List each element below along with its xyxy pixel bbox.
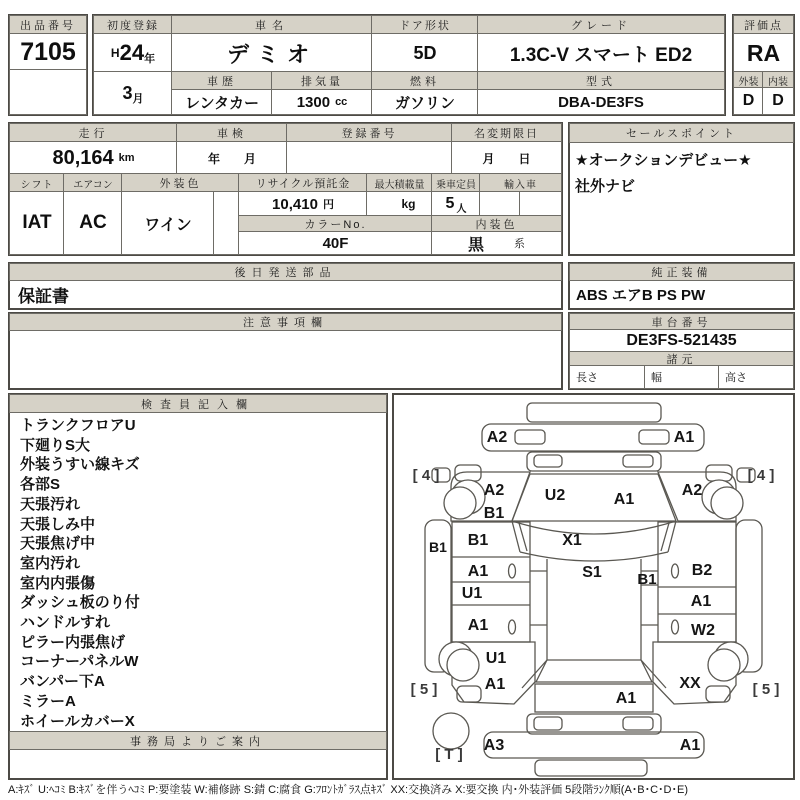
door-shape-value: 5D bbox=[372, 34, 478, 72]
shift-header: シフト bbox=[10, 174, 64, 192]
diagram-label-rear-right-wheel-grade: [ 5 ] bbox=[752, 681, 780, 698]
score-header: 評価点 bbox=[734, 16, 793, 34]
reg-no-value bbox=[287, 142, 452, 174]
rear-left-wheel-tab-shape bbox=[457, 686, 481, 702]
diagram-label-front-bumper-right: A1 bbox=[673, 429, 695, 446]
ext-color-header: 外装色 bbox=[122, 174, 239, 192]
equipment-value: ABS エアB PS PW bbox=[576, 286, 706, 304]
car-damage-diagram bbox=[394, 395, 793, 778]
inspector-note-item: 下廻りS大 bbox=[20, 436, 91, 454]
first-reg-header: 初度登録 bbox=[94, 16, 172, 34]
diagram-label-left-door-row1: B1 bbox=[467, 532, 489, 549]
sales-point-header: セールスポイント bbox=[570, 124, 793, 142]
diagram-label-left-sill: B1 bbox=[429, 539, 447, 555]
displacement-header: 排気量 bbox=[272, 72, 372, 90]
shipping-parts-header: 後日発送部品 bbox=[10, 264, 561, 280]
recycle-number: 10,410 bbox=[272, 195, 318, 213]
color-no-value: 40F bbox=[239, 232, 432, 254]
interior-score-header: 内装 bbox=[763, 72, 793, 88]
rear-right-wheel-inner bbox=[708, 649, 740, 681]
diagram-label-rear-bumper-right: A1 bbox=[679, 737, 701, 754]
right-door-handle-1 bbox=[672, 564, 679, 578]
diagram-label-front-bumper-left: A2 bbox=[486, 429, 508, 446]
ext-color-sub-cell bbox=[214, 192, 239, 254]
int-color-main: 黒 bbox=[467, 236, 484, 254]
diagram-label-front-right-wheel-grade: [ 4 ] bbox=[747, 467, 775, 484]
inspector-header: 検査員記入欄 bbox=[10, 395, 386, 412]
diagram-label-right-fender: A2 bbox=[681, 482, 703, 499]
capacity-value bbox=[432, 192, 480, 216]
model-code-value: DBA-DE3FS bbox=[478, 90, 724, 114]
shaken-header: 車検 bbox=[177, 124, 287, 142]
chassis-header: 車台番号 bbox=[570, 314, 793, 330]
ext-color-value: ワイン bbox=[122, 192, 214, 254]
info-table bbox=[8, 122, 563, 256]
car-name-header: 車名 bbox=[172, 16, 372, 34]
diagram-label-right-quarter: XX bbox=[679, 675, 701, 692]
windshield-bottom-curve bbox=[520, 552, 668, 561]
inspector-note-item: 天張しみ中 bbox=[20, 515, 96, 533]
mileage-number: 80,164 bbox=[52, 146, 114, 169]
diagram-label-left-fender-top: A2 bbox=[483, 482, 505, 499]
spec-width-cell: 幅 bbox=[645, 366, 719, 388]
interior-score-value: D bbox=[763, 88, 793, 114]
left-headlight-shape bbox=[534, 455, 562, 467]
exterior-score-header: 外装 bbox=[734, 72, 763, 88]
capacity-header: 乗車定員 bbox=[432, 174, 480, 192]
first-reg-year: 24 bbox=[119, 40, 145, 65]
mileage-header: 走行 bbox=[10, 124, 177, 142]
windshield-top-curve bbox=[512, 521, 676, 534]
int-color-header: 内装色 bbox=[432, 216, 561, 232]
diagram-label-left-door-row2: A1 bbox=[467, 563, 489, 580]
inspector-note-item: トランクフロアU bbox=[20, 417, 136, 434]
diagram-label-right-door-row1: B2 bbox=[691, 562, 713, 579]
sales-point-line-1: ★オークションデビュー★ bbox=[575, 152, 752, 169]
diagram-label-hood-left: U2 bbox=[544, 487, 566, 504]
inspector-note-item: ホイールカバーX bbox=[20, 712, 135, 730]
front-left-wheel-inner bbox=[444, 487, 476, 519]
rear-valance-shape bbox=[535, 760, 647, 776]
right-tail-light-shape bbox=[623, 717, 653, 730]
payload-header: 最大積載量 bbox=[367, 174, 432, 192]
notes-header: 注意事項欄 bbox=[10, 314, 561, 330]
hood-shape bbox=[512, 474, 676, 521]
mileage-unit: km bbox=[118, 152, 135, 164]
import-header: 輸入車 bbox=[480, 174, 561, 192]
score-value: RA bbox=[734, 34, 793, 72]
displacement-unit: cc bbox=[335, 96, 348, 108]
model-code-header: 型式 bbox=[478, 72, 724, 90]
notes-box bbox=[8, 312, 563, 390]
front-right-wheel-inner bbox=[711, 487, 743, 519]
first-reg-era: H bbox=[110, 46, 120, 60]
diagram-label-right-door-row3: W2 bbox=[691, 622, 715, 639]
diagram-label-windshield: X1 bbox=[562, 532, 582, 549]
aircon-value: AC bbox=[64, 192, 122, 254]
int-color-suffix: 系 bbox=[514, 238, 525, 250]
office-info-body bbox=[10, 749, 386, 778]
office-info-header: 事務局よりご案内 bbox=[10, 732, 386, 749]
diagram-label-roof-right-rail: B1 bbox=[637, 571, 657, 588]
shift-value: IAT bbox=[10, 192, 64, 254]
vehicle-main-table bbox=[92, 14, 726, 116]
diagram-label-left-quarter-row2: A1 bbox=[484, 676, 506, 693]
name-change-value: 月 日 bbox=[452, 142, 561, 174]
auction-number-value: 7105 bbox=[10, 34, 86, 70]
exterior-score-value: D bbox=[734, 88, 763, 114]
recycle-header: リサイクル預託金 bbox=[239, 174, 367, 192]
inspector-note-item: ミラーA bbox=[20, 692, 76, 710]
displacement-value bbox=[272, 90, 372, 114]
first-reg-year-unit: 年 bbox=[144, 53, 156, 65]
inspector-note-item: 室内内張傷 bbox=[20, 574, 96, 592]
diagram-label-left-fender-bottom: B1 bbox=[483, 505, 505, 522]
diagram-label-spare-tire-grade: [ T ] bbox=[435, 746, 463, 763]
car-name-value: デミオ bbox=[172, 34, 372, 72]
diagram-label-right-door-row2: A1 bbox=[690, 593, 712, 610]
right-door-handle-2 bbox=[672, 620, 679, 634]
inspector-note-item: 天張汚れ bbox=[20, 495, 81, 513]
inspector-note-item: ハンドルすれ bbox=[20, 614, 111, 632]
payload-value: kg bbox=[367, 192, 432, 216]
inspector-note-item: 室内汚れ bbox=[20, 554, 81, 572]
diagram-label-left-quarter-row1: U1 bbox=[485, 650, 507, 667]
a-pillar-lines bbox=[512, 521, 676, 552]
capacity-number: 5 bbox=[445, 195, 455, 212]
notes-body bbox=[10, 330, 561, 388]
history-value: レンタカー bbox=[172, 90, 272, 114]
inspector-note-item: 天張焦げ中 bbox=[20, 535, 96, 553]
damage-diagram-box bbox=[392, 393, 795, 780]
grade-value: 1.3C-V スマート ED2 bbox=[478, 34, 724, 72]
history-header: 車歴 bbox=[172, 72, 272, 90]
grade-header: グレード bbox=[478, 16, 724, 34]
import-cell-2 bbox=[520, 192, 561, 216]
auction-number-header: 出品番号 bbox=[10, 16, 86, 34]
displacement-number: 1300 bbox=[296, 93, 331, 111]
mileage-value bbox=[10, 142, 177, 174]
score-box bbox=[732, 14, 795, 116]
auction-number-box bbox=[8, 14, 88, 116]
capacity-unit: 人 bbox=[456, 203, 467, 215]
fuel-value: ガソリン bbox=[372, 90, 478, 114]
inspector-note-item: 外装うすい線キズ bbox=[20, 456, 140, 474]
diagram-label-hood-right: A1 bbox=[613, 491, 635, 508]
shipping-parts-box bbox=[8, 262, 563, 310]
spec-length-cell: 長さ bbox=[570, 366, 645, 388]
front-valance-shape bbox=[527, 403, 661, 422]
specs-header: 諸元 bbox=[570, 352, 793, 366]
first-reg-month-value bbox=[94, 72, 172, 114]
color-no-header: カラーNo. bbox=[239, 216, 432, 232]
inspector-note-item: 各部S bbox=[20, 476, 61, 494]
auction-number-empty bbox=[10, 70, 86, 114]
recycle-unit: 円 bbox=[322, 199, 334, 211]
inspector-box bbox=[8, 393, 388, 780]
right-headlight-shape bbox=[623, 455, 653, 467]
chassis-value: DE3FS-521435 bbox=[570, 330, 793, 352]
door-shape-header: ドア形状 bbox=[372, 16, 478, 34]
first-reg-month: 3 bbox=[122, 82, 133, 103]
diagram-label-rear-left-wheel-grade: [ 5 ] bbox=[410, 681, 438, 698]
shaken-value: 年 月 bbox=[177, 142, 287, 174]
diagram-label-front-left-wheel-grade: [ 4 ] bbox=[412, 467, 440, 484]
recycle-value bbox=[239, 192, 367, 216]
equipment-header: 純正装備 bbox=[570, 264, 793, 280]
diagram-label-rear-bumper-left: A3 bbox=[483, 737, 505, 754]
left-tail-light-shape bbox=[534, 717, 562, 730]
sales-point-body bbox=[570, 142, 793, 254]
aircon-header: エアコン bbox=[64, 174, 122, 192]
front-bumper-right-lamp-shape bbox=[639, 430, 669, 444]
spec-height-cell: 高さ bbox=[719, 366, 793, 388]
rear-bumper-shape bbox=[484, 732, 704, 758]
int-color-value bbox=[432, 232, 561, 254]
import-cell-1 bbox=[480, 192, 520, 216]
inspector-notes-list bbox=[10, 414, 386, 730]
fuel-header: 燃料 bbox=[372, 72, 478, 90]
equipment-box bbox=[568, 262, 795, 310]
diagram-label-left-door-row4: A1 bbox=[467, 617, 489, 634]
reg-no-header: 登録番号 bbox=[287, 124, 452, 142]
diagram-label-roof: S1 bbox=[582, 564, 602, 581]
inspector-note-item: ピラー内張焦げ bbox=[20, 633, 126, 651]
front-bumper-left-lamp-shape bbox=[515, 430, 545, 444]
diagram-label-tailgate: A1 bbox=[615, 690, 637, 707]
left-door-handle-1 bbox=[509, 564, 516, 578]
first-reg-month-unit: 月 bbox=[132, 93, 144, 105]
inspector-note-item: バンパー下A bbox=[20, 673, 105, 691]
sales-point-box bbox=[568, 122, 795, 256]
shipping-parts-value: 保証書 bbox=[18, 286, 69, 306]
sales-point-line-2: 社外ナビ bbox=[575, 178, 636, 195]
left-door-handle-2 bbox=[509, 620, 516, 634]
inspector-note-item: コーナーパネルW bbox=[20, 653, 139, 671]
first-reg-year-value bbox=[94, 34, 172, 72]
name-change-header: 名変期限日 bbox=[452, 124, 561, 142]
damage-code-legend: A:ｷｽﾞ U:ﾍｺﾐ B:ｷｽﾞを伴うﾍｺﾐ P:要塗装 W:補修跡 S:錆 C:腐食 G:ﾌﾛﾝﾄｶﾞﾗｽ点ｷｽﾞ XX:交換済み X:要交換 内･外装評価 5段階ﾗﾝｸ順(A･B･C･D･E) bbox=[8, 784, 689, 796]
spare-tire-shape bbox=[433, 713, 469, 749]
inspector-note-item: ダッシュ板のり付 bbox=[20, 594, 140, 612]
rear-left-wheel-inner bbox=[447, 649, 479, 681]
diagram-label-left-door-row3: U1 bbox=[461, 585, 483, 602]
chassis-box bbox=[568, 312, 795, 390]
